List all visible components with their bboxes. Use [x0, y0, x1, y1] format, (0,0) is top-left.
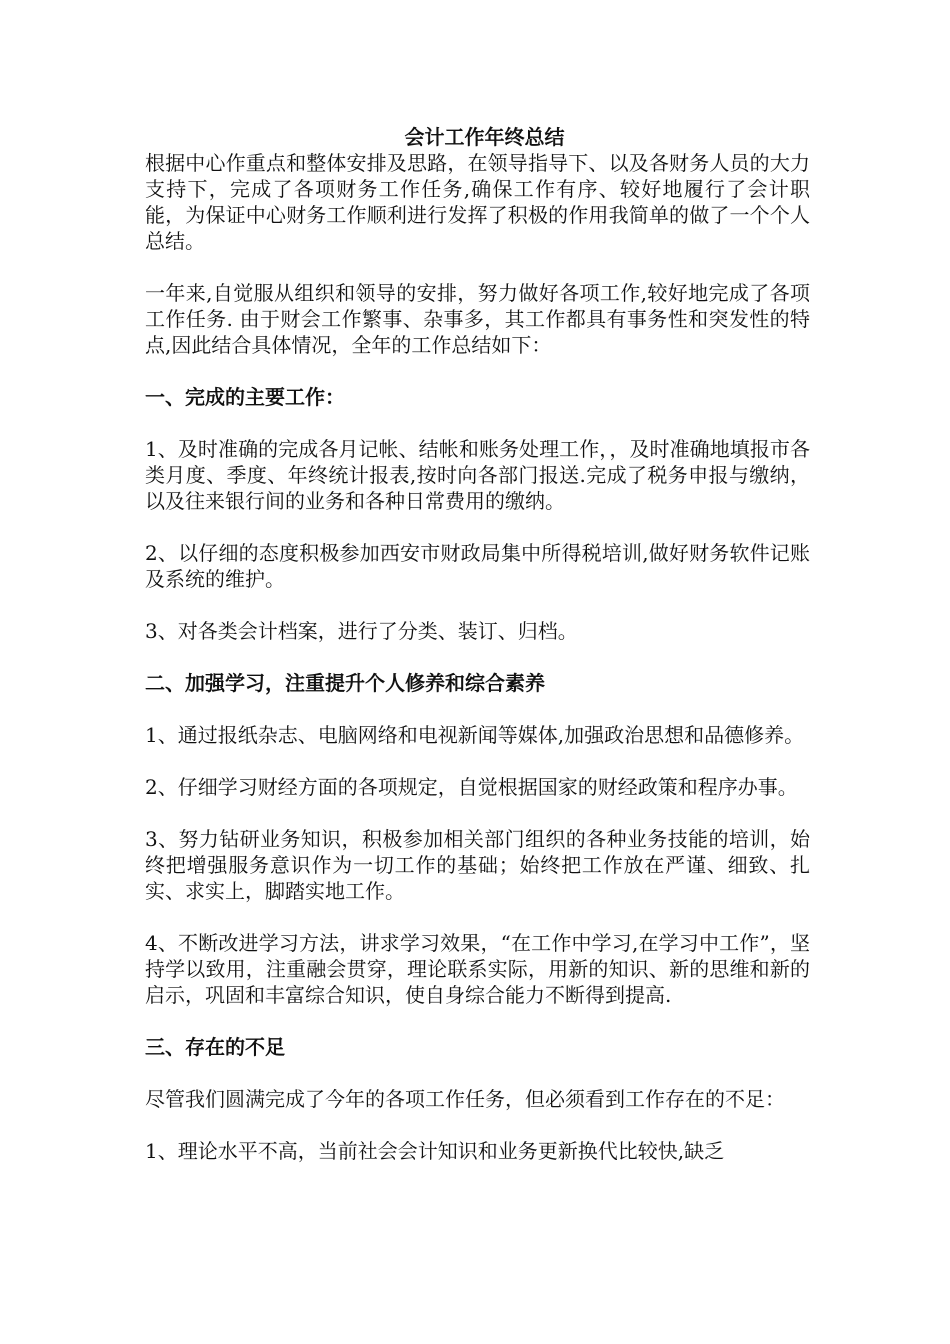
list-item: 3、对各类会计档案，进行了分类、装订、归档。 — [145, 619, 578, 643]
list-item: 2、仔细学习财经方面的各项规定，自觉根据国家的财经政策和程序办事。 — [145, 775, 798, 799]
section-heading-learning: 二、加强学习，注重提升个人修养和综合素养 — [145, 671, 545, 695]
paragraph-gap — [145, 410, 810, 436]
paragraph-gap — [145, 800, 810, 826]
paragraph-gap — [145, 1060, 810, 1086]
list-item: 1、理论水平不高，当前社会会计知识和业务更新换代比较快,缺乏 — [145, 1139, 725, 1163]
overview-paragraph: 一年来,自觉服从组织和领导的安排，努力做好各项工作,较好地完成了各项工作任务. 由于财会工作繁事、杂事多，其工作都具有事务性和突发性的特点,因此结合具体情况，全年的工作总结如下： — [145, 281, 810, 357]
paragraph-gap — [145, 1112, 810, 1138]
paragraph-gap — [145, 254, 810, 280]
list-item: 3、努力钻研业务知识，积极参加相关部门组织的各种业务技能的培训，始终把增强服务意识作为一切工作的基础；始终把工作放在严谨、细致、扎实、求实上，脚踏实地工作。 — [145, 827, 810, 903]
paragraph-gap — [145, 904, 810, 930]
intro-paragraph: 根据中心作重点和整体安排及思路，在领导指导下、以及各财务人员的大力支持下，完成了各项财务工作任务,确保工作有序、较好地履行了会计职能，为保证中心财务工作顺利进行发挥了积极的作用我简单的做了一个个人总结。 — [145, 151, 810, 253]
list-item: 4、不断改进学习方法，讲求学习效果，“在工作中学习,在学习中工作”，坚持学以致用，注重融会贯穿，理论联系实际，用新的知识、新的思维和新的启示，巩固和丰富综合知识，使自身综合能力不断得到提高. — [145, 931, 810, 1007]
paragraph-gap — [145, 592, 810, 618]
paragraph-gap — [145, 1008, 810, 1034]
paragraph-gap — [145, 696, 810, 722]
paragraph-gap — [145, 514, 810, 540]
list-item: 2、以仔细的态度积极参加西安市财政局集中所得税培训,做好财务软件记账及系统的维护。 — [145, 541, 810, 591]
document-title: 会计工作年终总结 — [404, 125, 565, 149]
list-item: 1、通过报纸杂志、电脑网络和电视新闻等媒体,加强政治思想和品德修养。 — [145, 723, 805, 747]
paragraph-gap — [145, 748, 810, 774]
paragraph-gap — [145, 644, 810, 670]
section-heading-shortcomings: 三、存在的不足 — [145, 1035, 285, 1059]
document-page — [145, 124, 810, 1164]
shortcomings-intro: 尽管我们圆满完成了今年的各项工作任务，但必须看到工作存在的不足： — [145, 1087, 785, 1111]
list-item: 1、及时准确的完成各月记帐、结帐和账务处理工作，，及时准确地填报市各类月度、季度、年终统计报表,按时向各部门报送.完成了税务申报与缴纳，以及往来银行间的业务和各种日常费用的缴纳。 — [145, 437, 810, 513]
paragraph-gap — [145, 358, 810, 384]
section-heading-main-work: 一、完成的主要工作： — [145, 385, 345, 409]
